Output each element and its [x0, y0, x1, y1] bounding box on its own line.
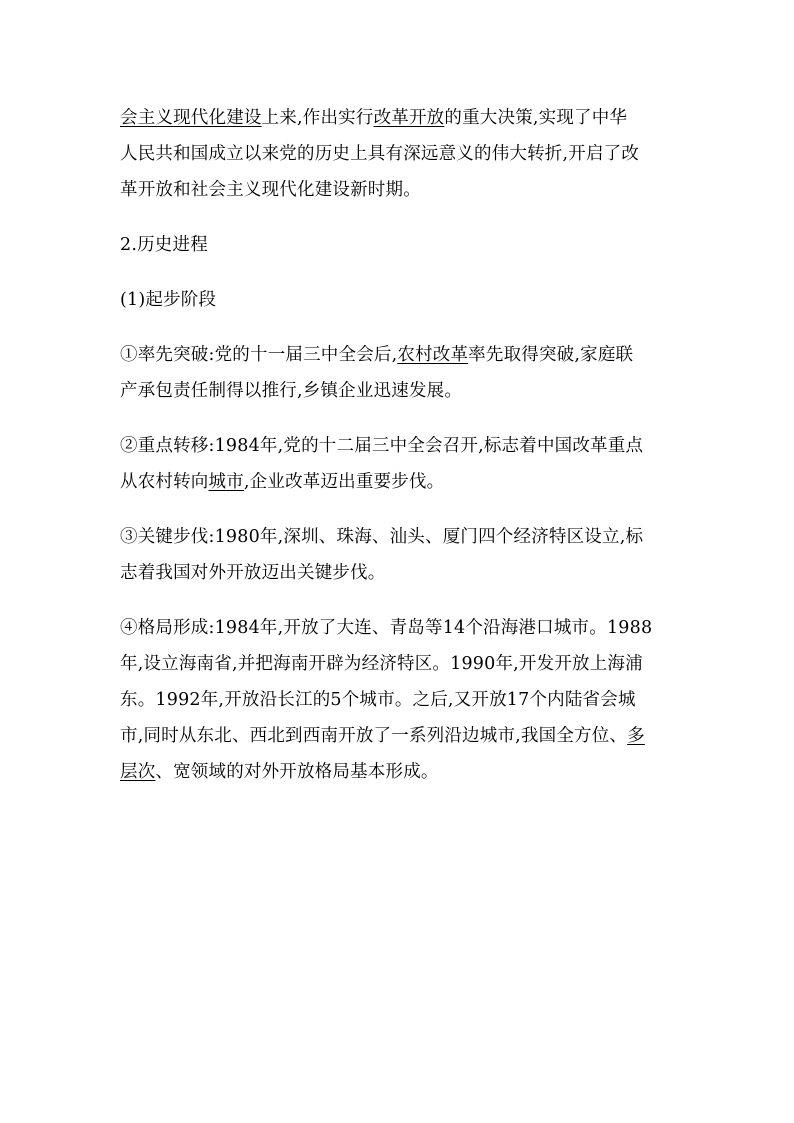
text-line — [120, 136, 680, 172]
text-line — [120, 754, 680, 790]
text-run: 人民共和国成立以来党的历史上具有深远意义的伟大转折,开启了改 — [120, 144, 640, 164]
text-run: 革开放和社会主义现代化建设新时期。 — [120, 180, 421, 200]
text-line — [120, 373, 680, 409]
text-line — [120, 718, 680, 754]
text-run: 年,设立海南省,并把海南开辟为经济特区。1990年,开发开放上海浦 — [120, 654, 643, 674]
text-run: 志着我国对外开放迈出关键步伐。 — [120, 563, 386, 583]
text-run: 东。1992年,开放沿长江的5个城市。之后,又开放17个内陆省会城 — [120, 690, 636, 710]
text-run: 市,同时从东北、西北到西南开放了一系列沿边城市,我国全方位、 — [120, 726, 628, 746]
text-run: ②重点转移:1984年,党的十二届三中全会召开,标志着中国改革重点 — [120, 436, 644, 456]
text-run: ①率先突破:党的十一届三中全会后, — [120, 345, 398, 365]
underlined-text: 农村改革 — [397, 345, 469, 365]
text-run: ③关键步伐:1980年,深圳、珠海、汕头、厦门四个经济特区设立,标 — [120, 527, 644, 547]
text-line — [120, 172, 680, 208]
text-run: 、宽领域的对外开放格局基本形成。 — [155, 762, 439, 782]
text-run: 的重大决策,实现了中华 — [444, 108, 628, 128]
paragraph-pattern-formation — [120, 610, 680, 790]
text-run: 2.历史进程 — [120, 235, 208, 255]
text-run: (1)起步阶段 — [120, 290, 217, 310]
paragraph-intro-continued — [120, 100, 680, 208]
paragraph-key-step — [120, 519, 680, 591]
section-heading-history-process — [120, 227, 680, 263]
text-run: 从农村转向 — [120, 472, 209, 492]
text-run: 率先取得突破,家庭联 — [468, 345, 634, 365]
subsection-heading-initial-stage — [120, 282, 680, 318]
document-page — [120, 100, 680, 809]
underlined-text: 城市 — [208, 472, 244, 492]
text-line — [120, 519, 680, 555]
underlined-text: 改革开放 — [373, 108, 445, 128]
text-line — [120, 227, 680, 263]
paragraph-breakthrough — [120, 337, 680, 409]
text-line — [120, 646, 680, 682]
text-line — [120, 282, 680, 318]
text-run: 上来,作出实行 — [261, 108, 374, 128]
text-line — [120, 464, 680, 500]
text-line — [120, 682, 680, 718]
text-line — [120, 555, 680, 591]
text-line — [120, 100, 680, 136]
text-line — [120, 337, 680, 373]
underlined-text: 层次 — [120, 762, 156, 782]
text-run: ,企业改革迈出重要步伐。 — [243, 472, 445, 492]
underlined-text: 会主义现代化建设 — [120, 108, 262, 128]
text-line — [120, 428, 680, 464]
text-run: ④格局形成:1984年,开放了大连、青岛等14个沿海港口城市。1988 — [120, 618, 653, 638]
underlined-text: 多 — [627, 726, 645, 746]
text-run: 产承包责任制得以推行,乡镇企业迅速发展。 — [120, 381, 463, 401]
paragraph-focus-shift — [120, 428, 680, 500]
text-line — [120, 610, 680, 646]
